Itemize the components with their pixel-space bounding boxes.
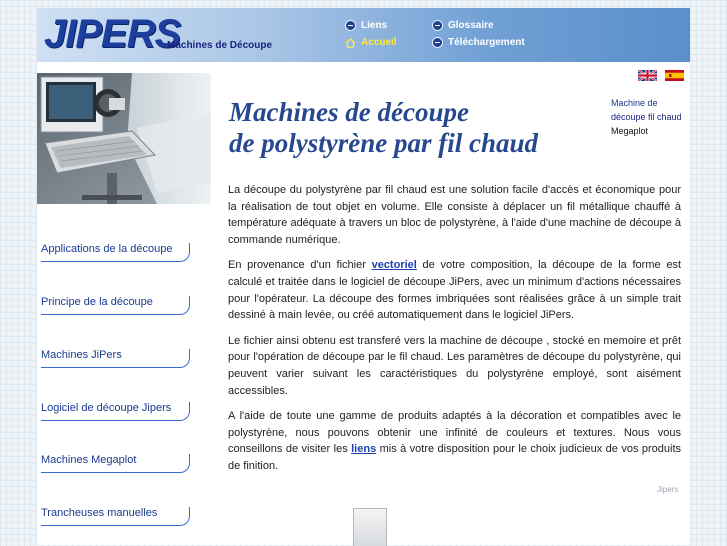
paragraph-text: de votre composition, la découpe de la forme est calculé et traitée dans le logiciel de découpe JiPers, avec un minimum d'actions nécessaires pour l'opérateur. La découpe des formes imbriquées sont réalisées grâce à un simple trait dessiné à main levée, ou créé automatiquement dans le logiciel JiPers. xyxy=(228,259,681,322)
nav-telechargement[interactable] xyxy=(432,37,525,48)
nav-liens-label: Liens xyxy=(361,20,388,31)
english-flag-icon[interactable] xyxy=(638,70,657,81)
paragraph-text: mis à votre disposition pour le choix judicieux de vos produits de finition. xyxy=(228,443,681,472)
paragraph-intro: La découpe du polystyrène par fil chaud est une solution facile d'accès et économique pour la réalisation de tout objet en volume. Elle consiste à déplacer un fil métallique chauffé à température adéquate à travers un bloc de polystyrène, à l'aide d'une machine de découpe à commande numérique. xyxy=(228,184,681,246)
vectoriel-link[interactable]: vectoriel xyxy=(371,259,417,272)
nav-bullet-icon xyxy=(345,20,356,31)
site-logo[interactable]: JIPERS xyxy=(44,12,181,56)
paragraph-vectoriel xyxy=(228,257,681,323)
paragraph-text: En provenance d'un fichier xyxy=(228,259,372,272)
sidebar-item-megaplot[interactable]: Machines Megaplot xyxy=(41,454,190,473)
nav-bullet-icon xyxy=(432,20,443,31)
header-banner xyxy=(37,8,690,62)
machine-photo xyxy=(37,73,211,204)
nav-glossaire-label: Glossaire xyxy=(448,20,494,31)
home-icon xyxy=(345,38,356,48)
sidebar-item-trancheuses[interactable]: Trancheuses manuelles xyxy=(41,507,190,526)
liens-link[interactable]: liens xyxy=(351,443,377,456)
sidebar-item-machines-jipers[interactable]: Machines JiPers xyxy=(41,349,190,368)
main-content xyxy=(228,182,681,484)
paragraph-transfer: Le fichier ainsi obtenu est transferé vers la machine de découpe , stocké en memoire et prêt pour l'opération de découpe par le fil chaud. Les paramètres de découpe du polystyrène, qui peuvent varier suivant les caractéristiques du polystyrène employé, sont aisément accessibles. xyxy=(228,334,681,397)
caption-line1: Machine de xyxy=(611,98,658,108)
page-title-line2: de polystyrène par fil chaud xyxy=(229,128,538,158)
caption-line2: découpe fil chaud xyxy=(611,112,682,122)
nav-glossaire[interactable] xyxy=(432,20,494,31)
sidebar-item-logiciel[interactable]: Logiciel de découpe Jipers xyxy=(41,402,190,421)
sidebar-item-principe[interactable]: Principe de la découpe xyxy=(41,296,190,315)
nav-liens[interactable] xyxy=(345,20,387,31)
nav-accueil-label: Accueil xyxy=(361,37,397,48)
site-title: Machines de Découpe xyxy=(167,40,273,51)
paragraph-text: A l'aide de toute une gamme de produits adaptés à la décoration et compatibles avec le polystyrène, nous pouvons obtenir une infinité de couleurs et textures. Nous vous conseillons de visiter les xyxy=(228,410,681,456)
image-caption[interactable] xyxy=(611,96,691,138)
product-thumbnail[interactable] xyxy=(353,508,387,546)
nav-telechargement-label: Téléchargement xyxy=(448,37,525,48)
nav-bullet-icon xyxy=(432,37,443,48)
sidebar-item-applications[interactable]: Applications de la découpe xyxy=(41,243,190,262)
paragraph-produits xyxy=(228,408,681,474)
page-container xyxy=(37,8,690,545)
spanish-flag-icon[interactable] xyxy=(665,70,684,81)
language-switcher xyxy=(638,70,684,81)
page-title-line1: Machines de découpe xyxy=(229,97,469,127)
nav-accueil[interactable] xyxy=(345,37,397,48)
page-title xyxy=(229,97,609,159)
caption-line3: Megaplot xyxy=(611,126,649,136)
jipers-watermark: Jipers xyxy=(657,485,679,494)
